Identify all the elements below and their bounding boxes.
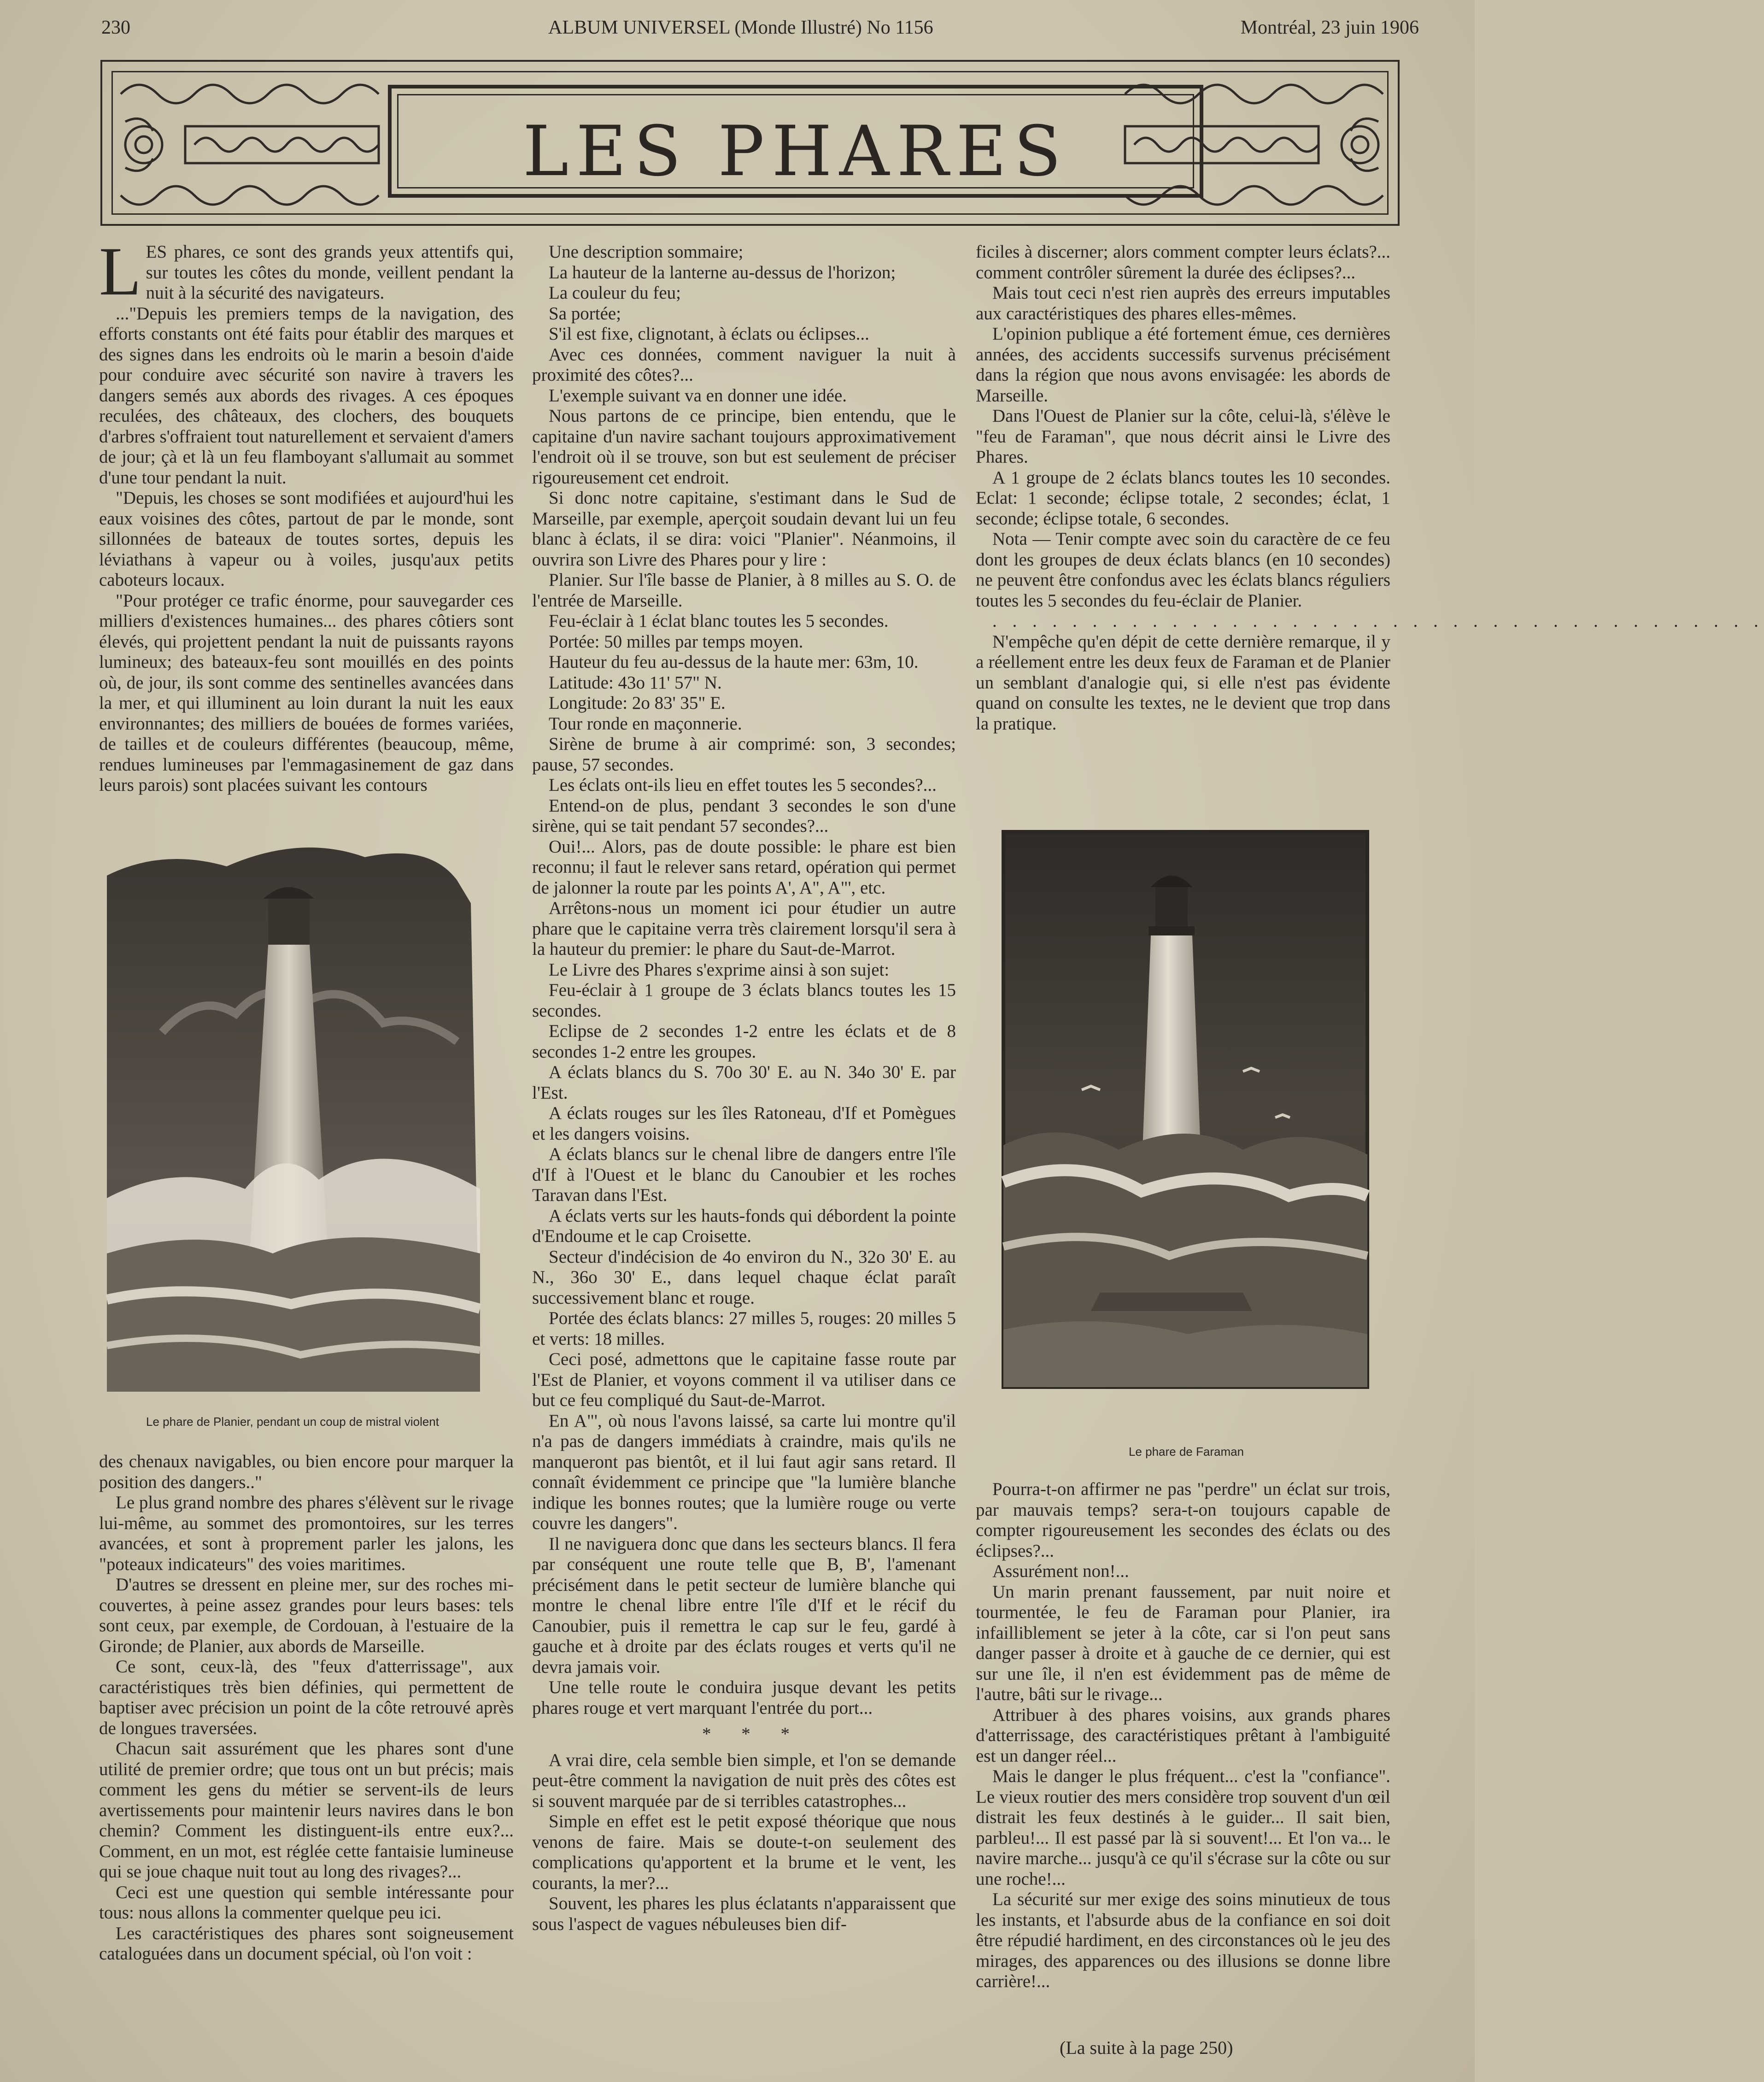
publication-name: ALBUM UNIVERSEL (Monde Illustré) No 1156 bbox=[548, 17, 933, 38]
column-1-top bbox=[99, 233, 514, 796]
paragraph: L'opinion publique a été fortement émue, ces dernières années, des accidents successifs survenus précisément dans la région que nous avons envisagée: les abords de Marseille. bbox=[976, 324, 1390, 406]
list-item: Sa portée; bbox=[549, 303, 621, 323]
paragraph: Une telle route le conduira jusque devant les petits phares rouge et vert marquant l'entrée du port... bbox=[532, 1677, 956, 1718]
paragraph: Pourra-t-on affirmer ne pas "perdre" un éclat sur trois, par mauvais temps? sera-t-on toujours capable de compter rigoureusement les secondes des éclats ou des éclipses?... bbox=[976, 1479, 1390, 1561]
column-3-bottom bbox=[976, 1479, 1390, 1992]
paragraph: Avec ces données, comment naviguer la nuit à proximité des côtes?... bbox=[532, 344, 956, 385]
paragraph: Arrêtons-nous un moment ici pour étudier un autre phare que le capitaine verra très clairement lorsqu'il sera à la hauteur du premier: le phare du Saut-de-Marrot. bbox=[532, 898, 956, 959]
paragraph: En A"', où nous l'avons laissé, sa carte lui montre qu'il n'a pas de dangers immédiats à craindre, mais qu'ils ne manqueront pas bientôt, et il lui faut agir sans retard. Il connaît évidemment ce principe que "la lumière blanche indique les bonnes routes; que la lumière rouge ou verte couvre les dangers". bbox=[532, 1411, 956, 1533]
paragraph: Attribuer à des phares voisins, aux grands phares d'atterrissage, des caractéristiques prêtant à l'ambiguité est un danger réel... bbox=[976, 1705, 1390, 1766]
section-separator: * * * bbox=[702, 1724, 803, 1744]
paragraph: Feu-éclair à 1 groupe de 3 éclats blancs toutes les 15 secondes. bbox=[532, 980, 956, 1021]
article-title: LES PHARES bbox=[522, 112, 1069, 192]
paragraph: A éclats blancs sur le chenal libre de dangers entre l'île d'If à l'Ouest et le blanc du Canoubier et les roches Taravan dans l'Est. bbox=[532, 1144, 956, 1205]
paragraph: Ceci posé, admettons que le capitaine fasse route par l'Est de Planier, et voyons comment il va utiliser dans ce but ce feu compliqué du Saut-de-Marrot. bbox=[532, 1349, 956, 1410]
paragraph: A 1 groupe de 2 éclats blancs toutes les 10 secondes. Eclat: 1 seconde; éclipse totale, 2 secondes; éclat, 1 seconde; éclipse totale, 6 secondes. bbox=[976, 467, 1390, 529]
paragraph: Nota — Tenir compte avec soin du caractère de ce feu dont les groupes de deux éclats blancs (en 10 secondes) ne peuvent être confondus avec les éclats blancs réguliers toutes les 5 secondes du feu-éclair de Planier. bbox=[976, 529, 1390, 611]
paragraph: A éclats verts sur les hauts-fonds qui débordent la pointe d'Endoume et le cap Croisette. bbox=[532, 1206, 956, 1246]
paragraph: ..."Depuis les premiers temps de la navigation, des efforts constants ont été faits pour établir des marques et des signes dans les endroits où le marin a besoin d'aide pour conduire avec sécurité son navire à travers les dangers semés aux abords des rivages. A ces époques reculées, des châteaux, des clochers, des bouquets d'arbres s'offraient tout naturellement et servaient d'amers de jour; çà et là un feu flamboyant s'allumait au sommet d'une tour pendant la nuit. bbox=[99, 303, 514, 488]
paragraph: Il ne naviguera donc que dans les secteurs blancs. Il fera par conséquent une route telle que B, B', l'amenant précisément dans le petit secteur de lumière blanche qui montre le chenal libre entre l'île d'If et le récif du Canoubier, puis il remettra le cap sur le feu, gardé à gauche et à droite par des éclats rouges et verts qu'il ne devra jamais voir. bbox=[532, 1534, 956, 1677]
paragraph: A éclats rouges sur les îles Ratoneau, d'If et Pomègues et les dangers voisins. bbox=[532, 1103, 956, 1144]
paragraph: Planier. Sur l'île basse de Planier, à 8 milles au S. O. de l'entrée de Marseille. bbox=[532, 570, 956, 611]
paragraph: Les caractéristiques des phares sont soigneusement cataloguées dans un document spécial, où l'on voit : bbox=[99, 1923, 514, 1964]
paragraph: Mais le danger le plus fréquent... c'est la "confiance". Le vieux routier des mers considère trop souvent d'un œil distrait les feux destinés à le guider... Il sait bien, parbleu!... Il est passé par là si souvent!... Et l'on va... le navire marche... jusqu'à ce qu'il s'écrase sur la côte ou sur une roche!... bbox=[976, 1766, 1390, 1889]
paragraph: Hauteur du feu au-dessus de la haute mer: 63m, 10. bbox=[549, 652, 919, 672]
paragraph: Dans l'Ouest de Planier sur la côte, celui-là, s'élève le "feu de Faraman", que nous décrit ainsi le Livre des Phares. bbox=[976, 406, 1390, 467]
paragraph: Sirène de brume à air comprimé: son, 3 secondes; pause, 57 secondes. bbox=[532, 734, 956, 775]
paragraph: Latitude: 43o 11' 57" N. bbox=[549, 672, 722, 693]
paragraph: Ceci est une question qui semble intéressante pour tous: nous allons la commenter quelque peu ici. bbox=[99, 1882, 514, 1923]
paragraph: "Depuis, les choses se sont modifiées et aujourd'hui les eaux voisines des côtes, partout de par le monde, sont sillonnées de bateaux de toutes sortes, depuis les léviathans à vapeur ou à voiles, jusqu'aux petits caboteurs locaux. bbox=[99, 488, 514, 590]
paragraph: N'empêche qu'en dépit de cette dernière remarque, il y a réellement entre les deux feux de Faraman et de Planier un semblant d'analogie qui, si elle n'est pas évidente quand on consulte les textes, ne le devient que trop dans la pratique. bbox=[976, 631, 1390, 734]
list-item: S'il est fixe, clignotant, à éclats ou éclipses... bbox=[549, 324, 869, 344]
column-1-bottom bbox=[99, 1452, 514, 1964]
paragraph: L'exemple suivant va en donner une idée. bbox=[549, 385, 847, 406]
paragraph: Le Livre des Phares s'exprime ainsi à son sujet: bbox=[549, 959, 890, 980]
paragraph: Oui!... Alors, pas de doute possible: le phare est bien reconnu; il faut le relever sans retard, opération qui permet de jalonner la route par les points A', A", A"', etc. bbox=[532, 836, 956, 898]
paragraph: LES phares, ce sont des grands yeux attentifs qui, sur toutes les côtes du monde, veillent pendant la nuit à la sécurité des navigateurs. bbox=[99, 233, 514, 310]
paragraph: Un marin prenant faussement, par nuit noire et tourmentée, le feu de Faraman pour Planier, ira infailliblement se jeter à la côte, car si l'on peut sans danger passer à droite et à gauche de ce dernier, qui est sur une île, il n'en est évidemment pas de même de l'autre, bâti sur le rivage... bbox=[976, 1582, 1390, 1704]
paragraph: Longitude: 2o 83' 35" E. bbox=[549, 693, 726, 713]
paragraph: Chacun sait assurément que les phares sont d'une utilité de premier ordre; que tous ont un but précis; mais comment les gens du métier se servent-ils de leurs avertissements pour maintenir leurs navires dans le bon chemin? Comment les distinguent-ils entre eux?... Comment, en un mot, est réglée cette fantaisie lumineuse qui se joue chaque nuit tout au long des rivages?... bbox=[99, 1739, 514, 1882]
paragraph: Portée: 50 milles par temps moyen. bbox=[549, 631, 803, 652]
paragraph: A vrai dire, cela semble bien simple, et l'on se demande peut-être comment la navigation de nuit près des côtes est si souvent marquée par de si terribles catastrophes... bbox=[532, 1750, 956, 1811]
left-ornament-icon bbox=[116, 76, 388, 214]
paragraph: Tour ronde en maçonnerie. bbox=[549, 713, 742, 734]
faraman-lighthouse-image bbox=[1003, 832, 1367, 1387]
column-2 bbox=[532, 242, 956, 1935]
drop-cap: L bbox=[99, 233, 141, 310]
paragraph: Entend-on de plus, pendant 3 secondes le son d'une sirène, qui se tait pendant 57 secondes?... bbox=[532, 795, 956, 836]
planier-caption: Le phare de Planier, pendant un coup de mistral violent bbox=[146, 1415, 439, 1429]
paragraph: ficiles à discerner; alors comment compter leurs éclats?... comment contrôler sûrement la durée des éclipses?... bbox=[976, 242, 1390, 282]
paragraph: Assurément non!... bbox=[992, 1561, 1129, 1581]
paragraph: Souvent, les phares les plus éclatants n'apparaissent que sous l'aspect de vagues nébuleuses bien dif- bbox=[532, 1894, 956, 1934]
paragraph: Secteur d'indécision de 4o environ du N., 32o 30' E. au N., 36o 30' E., dans lequel chaque éclat paraît successivement blanc et rouge. bbox=[532, 1247, 956, 1308]
paragraph: A éclats blancs du S. 70o 30' E. au N. 34o 30' E. par l'Est. bbox=[532, 1062, 956, 1103]
paragraph: Ce sont, ceux-là, des "feux d'atterrissage", aux caractéristiques très bien définies, qui permettent de baptiser avec précision un point de la côte retrouvé après de longues traversées. bbox=[99, 1657, 514, 1738]
continuation-note: (La suite à la page 250) bbox=[1060, 2037, 1233, 2058]
list-item: La couleur du feu; bbox=[549, 283, 681, 303]
paragraph: Simple en effet est le petit exposé théorique que nous venons de faire. Mais se doute-t-on seulement des complications qu'apportent et la brume et le vent, les courants, la mer?... bbox=[532, 1811, 956, 1893]
paragraph: Le plus grand nombre des phares s'élèvent sur le rivage lui-même, au sommet des promontoires, sur les terres avancées, et sont à proprement parler les jalons, les "poteaux indicateurs" des voies maritimes. bbox=[99, 1493, 514, 1574]
column-3-top bbox=[976, 242, 1764, 734]
planier-lighthouse-image bbox=[107, 839, 480, 1392]
dotted-separator: . . . . . . . . . . . . . . . . . . . . . . . . . . . . . . . . . . . . . . . bbox=[992, 611, 1764, 631]
page-header bbox=[92, 17, 1419, 49]
paragraph: "Pour protéger ce trafic énorme, pour sauvegarder ces milliers d'existences humaines... des phares côtiers sont élevés, qui projettent pendant la nuit de puissants rayons lumineux; des bateaux-feu sont mouillés en des points où, de jour, ils sont comme des sentinelles avancées dans la mer, et qui illuminent au loin durant la nuit les eaux environnantes; des milliers de bouées de formes variées, de tailles et de couleurs différentes (beaucoup, même, rendues lumineuses par l'emmagasinement de gaz dans leurs parois) sont placées suivant les contours bbox=[99, 590, 514, 795]
paragraph: D'autres se dressent en pleine mer, sur des roches mi-couvertes, à peine assez grandes pour leurs bases: tels sont ceux, par exemple, de Cordouan, à l'estuaire de la Gironde; de Planier, aux abords de Marseille. bbox=[99, 1575, 514, 1656]
paragraph: Si donc notre capitaine, s'estimant dans le Sud de Marseille, par exemple, aperçoit soudain devant lui un feu blanc à éclats, il se dira: voici "Planier". Néanmoins, il ouvrira son Livre des Phares pour y lire : bbox=[532, 488, 956, 570]
paragraph: des chenaux navigables, ou bien encore pour marquer la position des dangers.." bbox=[99, 1452, 514, 1492]
title-banner bbox=[100, 60, 1400, 226]
list-item: La hauteur de la lanterne au-dessus de l'horizon; bbox=[549, 262, 896, 282]
issue-date: Montréal, 23 juin 1906 bbox=[1240, 17, 1419, 38]
paragraph: Feu-éclair à 1 éclat blanc toutes les 5 secondes. bbox=[549, 611, 889, 631]
faraman-caption: Le phare de Faraman bbox=[1128, 1445, 1244, 1459]
paragraph: Mais tout ceci n'est rien auprès des erreurs imputables aux caractéristiques des phares elles-mêmes. bbox=[976, 283, 1390, 323]
list-item: Une description sommaire; bbox=[549, 242, 744, 262]
paragraph: Nous partons de ce principe, bien entendu, que le capitaine d'un navire sachant toujours approximativement l'endroit où il se trouve, son but est seulement de préciser rigoureusement cet endroit. bbox=[532, 406, 956, 488]
paragraph: Eclipse de 2 secondes 1-2 entre les éclats et de 8 secondes 1-2 entre les groupes. bbox=[532, 1021, 956, 1062]
paragraph: La sécurité sur mer exige des soins minutieux de tous les instants, et l'absurde abus de la confiance en soi doit être répudié hardiment, en des circonstances où le jeu des mirages, des apparences ou des illusions se donne libre carrière!... bbox=[976, 1889, 1390, 1991]
paragraph: Portée des éclats blancs: 27 milles 5, rouges: 20 milles 5 et verts: 18 milles. bbox=[532, 1308, 956, 1349]
paragraph: Les éclats ont-ils lieu en effet toutes les 5 secondes?... bbox=[549, 775, 937, 795]
page-number: 230 bbox=[101, 17, 130, 38]
